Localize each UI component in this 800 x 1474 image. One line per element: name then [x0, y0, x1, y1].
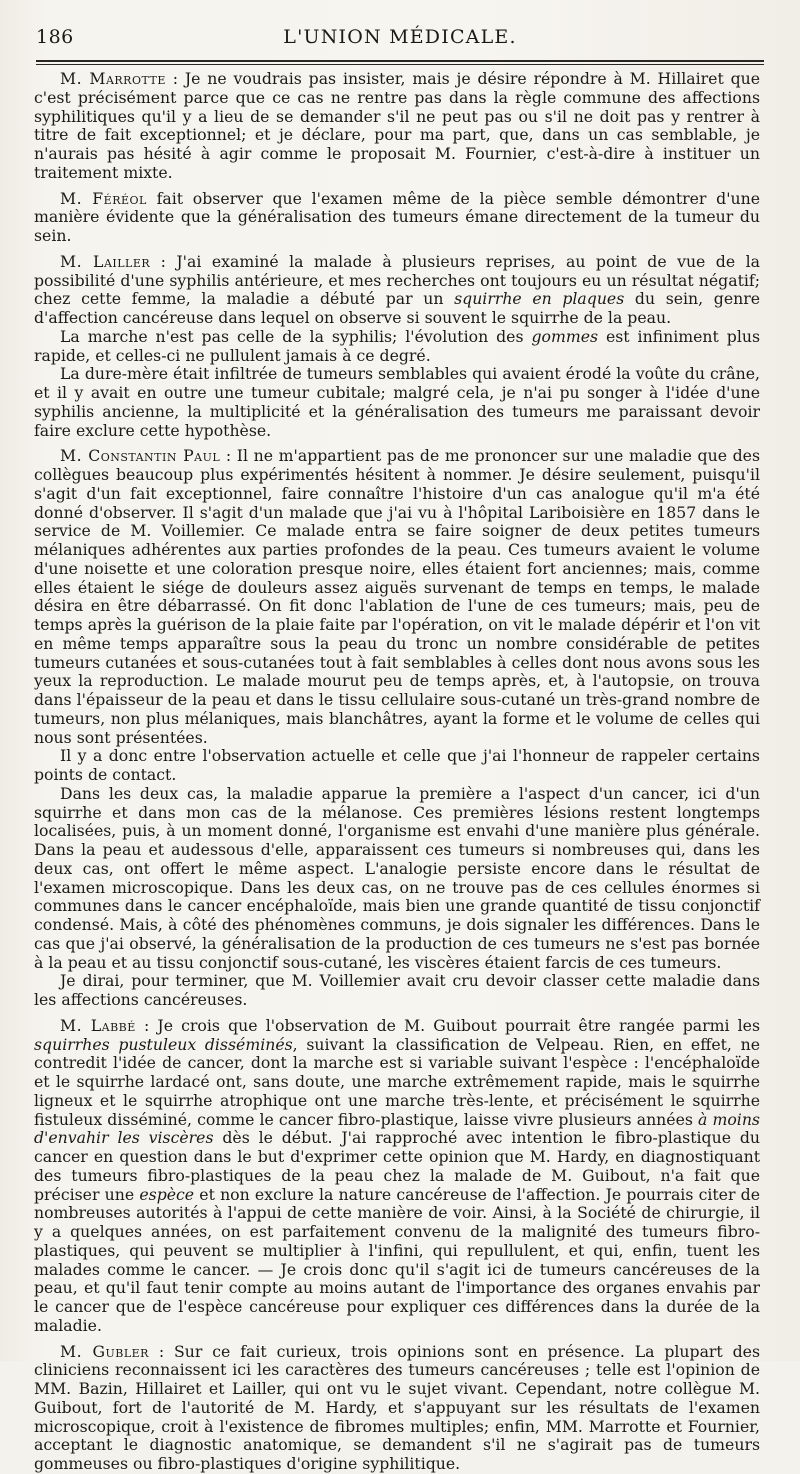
paragraph	[34, 972, 760, 1010]
text-run: du sein, genre d'affection cancéreuse dans lequel on observe si souvent le squirrhe de la peau.	[34, 289, 761, 327]
speaker-separator: :	[148, 1341, 175, 1361]
paragraph	[34, 190, 760, 246]
italic-phrase: gommes	[531, 326, 599, 346]
italic-phrase: squirrhes pustuleux disséminés	[34, 1034, 293, 1054]
text-run: Il ne m'appartient pas de me prononcer sur une maladie que des collègues beaucoup plus expérimentés hésitent à nommer. Je désire seulement, puisqu'il s'agit d'un fait exceptionnel, faire connaître l'histoire d'un cas analogue qu'il m'a été donné d'observer. Il s'agit d'un malade que j'ai vu à l'hôpital Lariboisière en 1857 dans le service de M. Voillemier. Ce malade entra se faire soigner de deux petites tumeurs mélaniques adhérentes aux parties profondes de la peau. Ces tumeurs avaient le volume d'une noisette et une coloration presque noire, elles étaient fort anciennes; mais, comme elles étaient le siége de douleurs assez aiguës survenant de temps en temps, le malade désira en être débarrassé. On fit donc l'ablation de l'une de ces tumeurs; mais, peu de temps après la guérison de la plaie faite par l'opération, on vit le malade dépérir et l'on vit en même temps apparaître sous la peau du tronc un nombre considérable de petites tumeurs cutanées et sous-cutanées tout à fait semblables à celles dont nous avons sous les yeux la reproduction. Le malade mourut peu de temps après, et, à l'autopsie, on trouva dans l'épaisseur de la peau et dans le tissu cellulaire sous-cutané un très-grand nombre de tumeurs, non plus mélaniques, mais blanchâtres, ayant la forme et le volume de celles qui nous sont présentées.	[34, 446, 760, 747]
paragraph	[34, 785, 760, 973]
text-run: Je crois que l'observation de M. Guibout pourrait être rangée parmi les	[157, 1015, 760, 1035]
speaker-name: M. Constantin Paul	[60, 446, 221, 466]
text-run: fait observer que l'examen même de la pièce semble démontrer d'une manière évidente que la généralisation des tumeurs émane directement de la tumeur du sein.	[34, 188, 760, 245]
speaker-name: M. Féréol	[60, 188, 147, 208]
speaker-name: M. Marrotte	[60, 69, 166, 88]
speaker-separator: :	[220, 446, 237, 466]
text-run: Il y a donc entre l'observation actuelle et celle que j'ai l'honneur de rappeler certains points de contact.	[34, 746, 760, 784]
speaker-name: M. Labbé	[60, 1015, 136, 1035]
header-rule	[36, 60, 764, 65]
paragraph	[34, 365, 760, 440]
speaker-separator	[147, 189, 157, 208]
text-run: La dure-mère était infiltrée de tumeurs semblables qui avaient érodé la voûte du crâne, et il y avait en outre une tumeur cubitale; malgré cela, je n'ai pu songer à l'idée d'une syphilis ancienne, la multiplicité et la généralisation des tumeurs me paraissant devoir faire exclure cette hypothèse.	[34, 364, 760, 440]
italic-phrase: espèce	[139, 1184, 195, 1204]
text-run: et non exclure la nature cancéreuse de l'affection. Je pourrais citer de nombreuses autorités à l'appui de cette manière de voir. Ainsi, à la Société de chirurgie, il y a quelques années, on est parfaitement convenu de la malignité des tumeurs fibro-plastiques, qui peuvent se multiplier à l'infini, qui repullulent, et qui, enfin, tuent les malades comme le cancer. — Je crois donc qu'il s'agit ici de tumeurs cancéreuses de la peau, et qu'il faut tenir compte au moins autant de l'importance des organes envahis par le cancer que de l'espèce cancéreuse pour expliquer ces différences dans la durée de la maladie.	[34, 1184, 760, 1335]
text-run: La marche n'est pas celle de la syphilis; l'évolution des	[60, 326, 532, 346]
paragraph	[34, 70, 760, 183]
text-run: Je ne voudrais pas insister, mais je désire répondre à M. Hillairet que c'est précisément parce que ce cas ne rentre pas dans la règle commune des affections syphilitiques qu'il y a lieu de se demander s'il ne peut pas ou s'il ne doit pas y rentrer à titre de fait exceptionnel; et je déclare, pour ma part, que, dans un cas semblable, je n'aurais pas hésité à agir comme le proposait M. Fournier, c'est-à-dire à instituer un traitement mixte.	[34, 69, 761, 182]
text-run: J'ai examiné la malade à plusieurs reprises, au point de vue de la possibilité d'une syphilis antérieure, et mes recherches ont toujours eu un résultat négatif; chez cette femme, la maladie a débuté par un	[34, 251, 760, 309]
speaker-separator: :	[135, 1015, 158, 1035]
paragraph	[34, 447, 760, 747]
speaker-separator: :	[150, 251, 177, 271]
page-header	[36, 26, 764, 56]
paragraph	[34, 747, 760, 785]
speaker-name: M. Gubler	[60, 1341, 149, 1361]
text-run: Sur ce fait curieux, trois opinions sont en présence. La plupart des cliniciens reconnaissent ici les caractères des tumeurs cancéreuses ; telle est l'opinion de MM. Bazin, Hillairet et Lailler, qui ont vu le sujet vivant. Cependant, notre collègue M. Guibout, fort de l'autorité de M. Hardy, et s'appuyant sur les résultats de l'examen microscopique, croit à l'existence de fibromes multiples; enfin, MM. Marrotte et Fournier, acceptant le diagnostic anatomique, se demandent s'il ne s'agirait pas de tumeurs gommeuses ou fibro-plastiques d'origine syphilitique.	[34, 1341, 760, 1473]
paragraph	[34, 328, 760, 366]
italic-phrase: squirrhe en plaques	[454, 289, 625, 309]
italic-phrase: à moins d'envahir les viscères	[34, 1109, 760, 1148]
article-body	[34, 70, 760, 1474]
paragraph	[34, 253, 760, 328]
text-run: Je dirai, pour terminer, que M. Voillemier avait cru devoir classer cette maladie dans les affections cancéreuses.	[34, 971, 760, 1009]
paragraph	[34, 1017, 760, 1336]
text-run: est infiniment plus rapide, et celles-ci ne pullulent jamais à ce degré.	[34, 326, 760, 365]
text-run: Dans les deux cas, la maladie apparue la première a l'aspect d'un cancer, ici d'un squirrhe et dans mon cas de la mélanose. Ces premières lésions restent longtemps localisées, puis, à un moment donné, l'organisme est envahi d'une manière plus générale. Dans la peau et audessous d'elle, apparaissent ces tumeurs si nombreuses qui, dans les deux cas, ont offert le même aspect. L'analogie persiste encore dans le résultat de l'examen microscopique. Dans les deux cas, on ne trouve pas de ces cellules énormes si communes dans le cancer encéphaloïde, mais bien une grande quantité de tissu conjonctif condensé. Mais, à côté des phénomènes communs, je dois signaler les différences. Dans le cas que j'ai observé, la généralisation de la production de ces tumeurs ne s'est pas bornée à la peau et au tissu conjonctif sous-cutané, les viscères étaient farcis de ces tumeurs.	[34, 783, 760, 972]
page-number: 186	[36, 26, 74, 48]
speaker-separator: :	[165, 69, 185, 88]
paragraph	[34, 1343, 760, 1474]
text-run: dès le début. J'ai rapproché avec intention le fibro-plastique du cancer en question dans le but d'exprimer cette opinion que M. Hardy, en diagnostiquant des tumeurs fibro-plastiques de la peau chez la malade de M. Guibout, n'a fait que préciser une	[34, 1128, 760, 1204]
speaker-name: M. Lailler	[60, 251, 151, 271]
text-run: , suivant la classification de Velpeau. Rien, en effet, ne contredit l'idée de cancer, dont la marche est si variable suivant l'espèce : l'encéphaloïde et le squirrhe lardacé ont, sans doute, une marche extrêmement rapide, mais le squirrhe ligneux et le squirrhe atrophique ont une marche très-lente, et précisément le squirrhe fistuleux disséminé, comme le cancer fibro-plastique, laisse vivre plusieurs années	[34, 1034, 760, 1129]
running-title: L'UNION MÉDICALE.	[283, 26, 517, 48]
